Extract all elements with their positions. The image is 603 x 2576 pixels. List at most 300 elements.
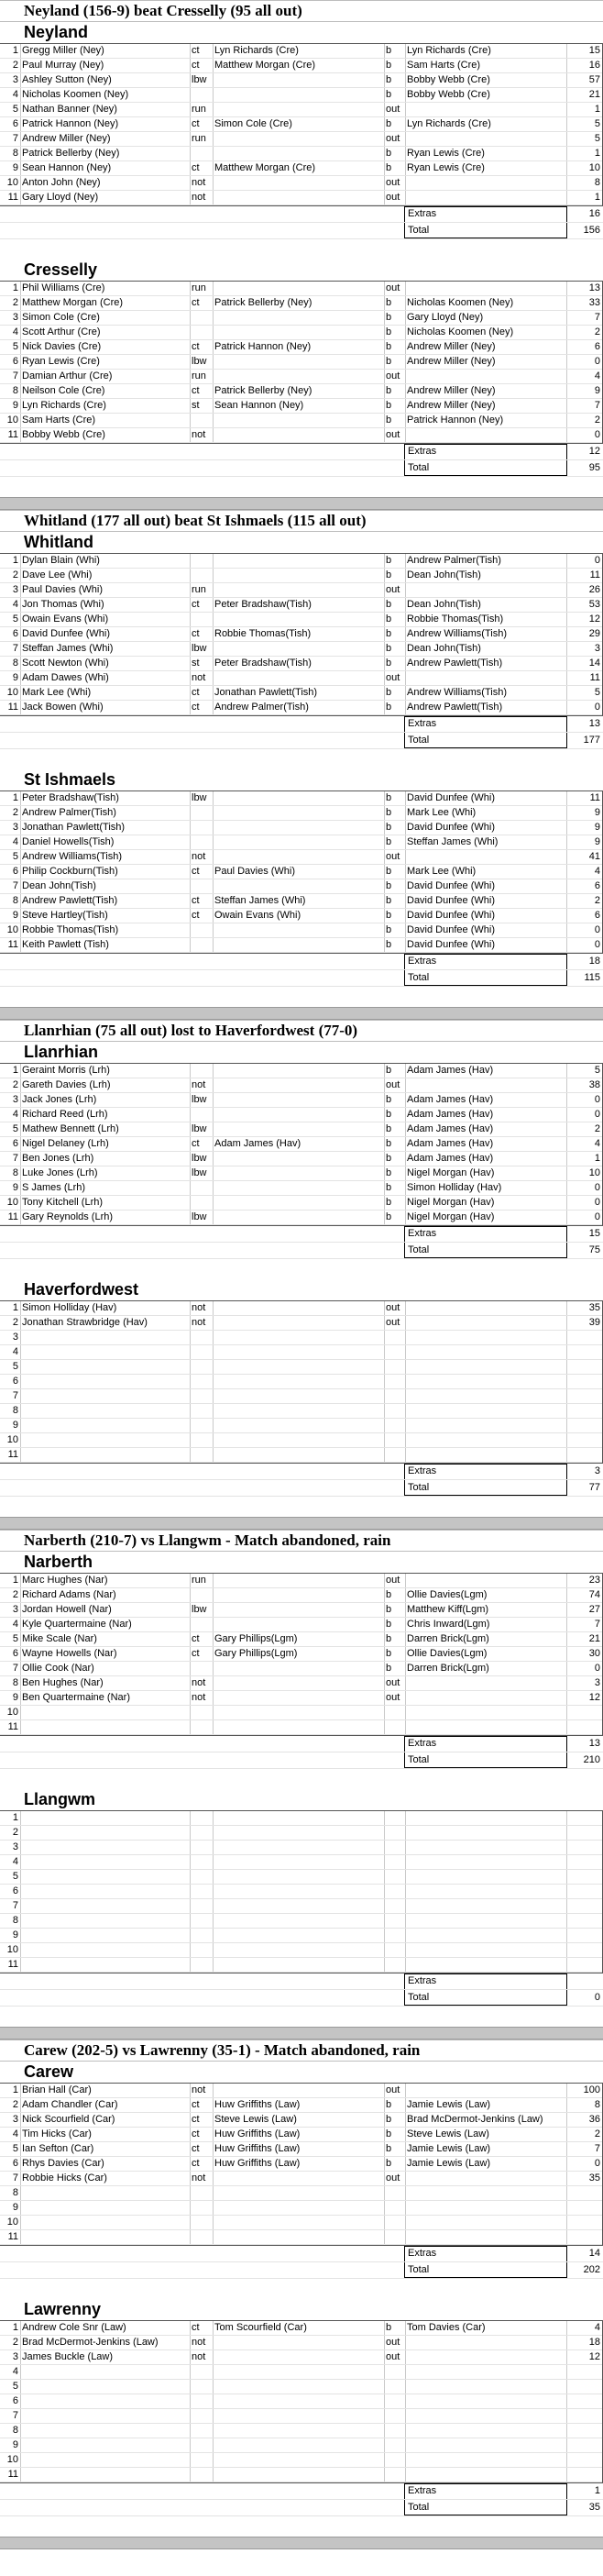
column-divider: [405, 2336, 406, 2349]
column-divider: [405, 938, 406, 952]
column-divider: [190, 1196, 191, 1210]
bowler-name: Bobby Webb (Cre): [407, 74, 490, 85]
batting-row: [0, 1706, 602, 1720]
bowler-name: Dean John(Tish): [407, 599, 481, 610]
column-divider: [20, 1419, 21, 1432]
column-divider: [190, 879, 191, 893]
column-divider: [190, 59, 191, 72]
batter-number: 11: [7, 429, 18, 440]
match-title: Neyland (156-9) beat Cresselly (95 all out): [0, 0, 603, 22]
extras-row: [0, 2483, 603, 2500]
dismissal-type: [192, 1885, 214, 1898]
column-divider: [190, 909, 191, 923]
bowled-marker: out: [386, 370, 400, 381]
batter-number: 9: [12, 910, 18, 921]
fielder-name: [214, 2365, 384, 2379]
column-divider: [384, 2172, 385, 2185]
batter-name: [22, 2438, 187, 2452]
batting-row: [0, 1811, 602, 1826]
fielder-name: [214, 1404, 384, 1418]
bowler-name: Lyn Richards (Cre): [407, 118, 491, 129]
batter-name: Ryan Lewis (Cre): [22, 356, 100, 367]
column-divider: [190, 569, 191, 582]
column-divider: [20, 1914, 21, 1928]
team-name: Haverfordwest: [24, 1280, 139, 1299]
fielder-name: Peter Bradshaw(Tish): [214, 599, 312, 610]
column-divider: [190, 2113, 191, 2127]
bowled-marker: [386, 1929, 404, 1942]
fielder-name: Patrick Bellerby (Ney): [214, 385, 312, 396]
batting-row: [0, 1899, 602, 1914]
section-gap: [0, 987, 603, 1007]
column-divider: [190, 1706, 191, 1719]
runs-scored: 5: [594, 687, 600, 698]
column-divider: [405, 2365, 406, 2379]
bowler-name: [407, 2453, 567, 2467]
column-divider: [405, 59, 406, 72]
fielder-name: [214, 850, 384, 864]
column-divider: [384, 1885, 385, 1898]
batter-number: 5: [12, 1123, 18, 1134]
batter-name: Nick Scourfield (Car): [22, 2114, 115, 2125]
batter-number: 11: [7, 939, 18, 950]
column-divider: [405, 1166, 406, 1180]
bowled-marker: b: [386, 415, 392, 426]
fielder-name: [214, 2216, 384, 2229]
fielder-name: [214, 1929, 384, 1942]
column-divider: [190, 103, 191, 116]
dismissal-type: [192, 938, 214, 952]
batting-row: [0, 414, 602, 428]
bowler-name: David Dunfee (Whi): [407, 822, 495, 833]
extras-label: Extras: [408, 1465, 437, 1476]
column-divider: [384, 311, 385, 325]
column-divider: [405, 583, 406, 597]
dismissal-type: [192, 569, 214, 582]
column-divider: [190, 598, 191, 612]
column-divider: [405, 791, 406, 805]
runs-scored: 2: [594, 895, 600, 906]
runs-scored: [568, 1958, 600, 1972]
column-divider: [405, 1914, 406, 1928]
dismissal-type: ct: [192, 895, 200, 906]
column-divider: [405, 282, 406, 295]
column-divider: [190, 1345, 191, 1359]
total-value: 177: [583, 735, 600, 746]
column-divider: [190, 1855, 191, 1869]
bowled-marker: out: [386, 282, 400, 293]
column-divider: [20, 1301, 21, 1315]
batter-number: 6: [12, 1885, 18, 1896]
batter-number: 8: [12, 1915, 18, 1926]
bowler-name: [407, 2424, 567, 2438]
fielder-name: Adam James (Hav): [214, 1138, 302, 1149]
column-divider: [405, 2424, 406, 2438]
column-divider: [384, 191, 385, 205]
batter-number: 4: [12, 2128, 18, 2139]
bowled-marker: b: [386, 807, 392, 818]
dismissal-type: not: [192, 672, 206, 683]
column-divider: [20, 1618, 21, 1631]
column-divider: [20, 1166, 21, 1180]
bowled-marker: b: [386, 1123, 392, 1134]
column-divider: [20, 1899, 21, 1913]
fielder-name: [214, 1166, 384, 1180]
dismissal-type: ct: [192, 2099, 200, 2110]
bowled-marker: [386, 1958, 404, 1972]
column-divider: [384, 2128, 385, 2141]
batter-number: 8: [12, 658, 18, 669]
fielder-name: [214, 1841, 384, 1854]
fielder-name: [214, 938, 384, 952]
column-divider: [405, 2098, 406, 2112]
bowler-name: Jamie Lewis (Law): [407, 2099, 491, 2110]
dismissal-type: [192, 1404, 214, 1418]
fielder-name: [214, 414, 384, 427]
column-divider: [405, 1841, 406, 1854]
batter-number: 11: [7, 192, 18, 203]
batter-name: Mathew Bennett (Lrh): [22, 1123, 119, 1134]
column-divider: [20, 835, 21, 849]
extras-row: [0, 2246, 603, 2262]
batting-row: [0, 1389, 602, 1404]
column-divider: [384, 2365, 385, 2379]
runs-scored: 7: [594, 1619, 600, 1630]
batter-name: Scott Newton (Whi): [22, 658, 109, 669]
runs-scored: 2: [594, 415, 600, 426]
batter-number: 4: [12, 1856, 18, 1867]
runs-scored: [568, 2468, 600, 2482]
batting-row: [0, 2113, 602, 2128]
bowler-name: [407, 2230, 567, 2244]
batter-number: 7: [12, 133, 18, 144]
column-divider: [384, 2084, 385, 2097]
total-value: 35: [588, 2502, 600, 2513]
column-divider: [190, 2365, 191, 2379]
batting-row: [0, 1331, 602, 1345]
team-name: Whitland: [24, 533, 93, 551]
column-divider: [20, 1152, 21, 1166]
column-divider: [20, 132, 21, 146]
column-divider: [384, 1603, 385, 1617]
runs-scored: [568, 2186, 600, 2200]
batter-name: Richard Adams (Nar): [22, 1589, 116, 1600]
column-divider: [384, 657, 385, 670]
batting-row: [0, 1662, 602, 1676]
runs-scored: 11: [589, 569, 600, 580]
column-divider: [20, 2186, 21, 2200]
bowler-name: [407, 1345, 567, 1359]
bowled-marker: [386, 1331, 404, 1344]
batter-number: 1: [12, 1575, 18, 1586]
bowled-marker: [386, 1375, 404, 1388]
column-divider: [20, 791, 21, 805]
batter-number: 5: [12, 614, 18, 625]
column-divider: [20, 1574, 21, 1587]
bowler-name: Andrew Pawlett(Tish): [407, 702, 503, 713]
runs-scored: [568, 2409, 600, 2423]
column-divider: [190, 2468, 191, 2482]
column-divider: [190, 1914, 191, 1928]
column-divider: [190, 1647, 191, 1661]
column-divider: [405, 326, 406, 339]
dismissal-type: ct: [192, 45, 200, 56]
column-divider: [384, 340, 385, 354]
column-divider: [20, 355, 21, 369]
column-divider: [384, 117, 385, 131]
runs-scored: 9: [594, 385, 600, 396]
bowled-marker: b: [386, 312, 392, 323]
bowler-name: Matthew Kiff(Lgm): [407, 1604, 489, 1615]
bowled-marker: b: [386, 2158, 392, 2169]
runs-scored: 10: [588, 1167, 600, 1178]
column-divider: [20, 2216, 21, 2229]
batter-name: Wayne Howells (Nar): [22, 1648, 117, 1659]
bowled-marker: b: [386, 2099, 392, 2110]
column-divider: [405, 2468, 406, 2482]
runs-scored: 7: [594, 400, 600, 411]
column-divider: [384, 1360, 385, 1374]
bowler-name: [407, 103, 567, 116]
batter-name: S James (Lrh): [22, 1182, 86, 1193]
column-divider: [190, 1676, 191, 1690]
runs-scored: 10: [588, 162, 600, 173]
dismissal-type: ct: [192, 60, 200, 71]
column-divider: [20, 2128, 21, 2141]
batter-number: 11: [7, 1211, 18, 1222]
batting-row: [0, 1885, 602, 1899]
fielder-name: Steve Lewis (Law): [214, 2114, 297, 2125]
column-divider: [384, 613, 385, 626]
bowler-name: Nigel Morgan (Hav): [407, 1211, 495, 1222]
batting-row: [0, 1419, 602, 1433]
runs-scored: [568, 1448, 600, 1462]
batter-name: Philip Cockburn(Tish): [22, 866, 118, 877]
extras-value: 13: [588, 718, 600, 729]
column-divider: [384, 370, 385, 383]
runs-scored: 35: [588, 2172, 600, 2184]
extras-value: 12: [588, 446, 600, 457]
batting-row: [0, 1122, 602, 1137]
batter-name: [22, 1448, 187, 1462]
runs-scored: 0: [594, 702, 600, 713]
dismissal-type: [192, 1064, 214, 1078]
column-divider: [20, 2098, 21, 2112]
column-divider: [20, 850, 21, 864]
dismissal-type: [192, 2453, 214, 2467]
fielder-name: Huw Griffiths (Law): [214, 2128, 301, 2139]
column-divider: [405, 1211, 406, 1224]
column-divider: [384, 73, 385, 87]
column-divider: [20, 340, 21, 354]
column-divider: [190, 2142, 191, 2156]
batter-name: Sean Hannon (Ney): [22, 162, 112, 173]
column-divider: [190, 671, 191, 685]
column-divider: [20, 554, 21, 568]
team-name: Lawrenny: [24, 2300, 102, 2318]
runs-scored: 13: [588, 282, 600, 293]
column-divider: [405, 311, 406, 325]
batting-table: [0, 1810, 603, 1973]
column-divider: [190, 1574, 191, 1587]
runs-scored: 0: [594, 939, 600, 950]
column-divider: [384, 1958, 385, 1972]
column-divider: [20, 1122, 21, 1136]
bowled-marker: [386, 1345, 404, 1359]
extras-value: 15: [588, 1228, 600, 1239]
section-gap: [0, 2516, 603, 2537]
batting-row: [0, 88, 602, 103]
total-row: [0, 1243, 603, 1259]
column-divider: [405, 613, 406, 626]
column-divider: [405, 657, 406, 670]
dismissal-type: not: [192, 2084, 206, 2095]
column-divider: [384, 865, 385, 879]
column-divider: [405, 1885, 406, 1898]
batter-name: Jon Thomas (Whi): [22, 599, 104, 610]
bowler-name: Adam James (Hav): [407, 1109, 494, 1120]
column-divider: [20, 370, 21, 383]
fielder-name: [214, 2394, 384, 2408]
bowler-name: [407, 2336, 567, 2349]
batter-name: James Buckle (Law): [22, 2351, 114, 2362]
column-divider: [190, 1448, 191, 1462]
batter-name: Neilson Cole (Cre): [22, 385, 105, 396]
batter-number: 7: [12, 880, 18, 891]
runs-scored: 8: [594, 177, 600, 188]
batter-name: [22, 1720, 187, 1734]
batter-number: 11: [7, 2231, 18, 2242]
dismissal-type: ct: [192, 341, 200, 352]
total-row: [0, 2500, 603, 2516]
column-divider: [384, 1301, 385, 1315]
column-divider: [405, 1706, 406, 1719]
bowled-marker: [386, 2438, 404, 2452]
bowler-name: Dean John(Tish): [407, 643, 481, 654]
runs-scored: 23: [588, 1575, 600, 1586]
column-divider: [190, 1885, 191, 1898]
fielder-name: [214, 1618, 384, 1631]
batter-number: 2: [12, 1317, 18, 1328]
runs-scored: 30: [588, 1648, 600, 1659]
column-divider: [384, 355, 385, 369]
column-divider: [384, 44, 385, 58]
column-divider: [190, 850, 191, 864]
column-divider: [384, 1211, 385, 1224]
batter-name: Ian Sefton (Car): [22, 2143, 94, 2154]
batter-name: [22, 2409, 187, 2423]
bowled-marker: out: [386, 2351, 400, 2362]
dismissal-type: [192, 1360, 214, 1374]
column-divider: [384, 1662, 385, 1675]
batter-name: Paul Davies (Whi): [22, 584, 104, 595]
dismissal-type: not: [192, 2337, 206, 2348]
runs-scored: [568, 1914, 600, 1928]
column-divider: [20, 2084, 21, 2097]
dismissal-type: [192, 88, 214, 102]
batter-name: Bobby Webb (Cre): [22, 429, 105, 440]
column-divider: [190, 1433, 191, 1447]
batter-name: [22, 2365, 187, 2379]
dismissal-type: not: [192, 851, 206, 862]
bowled-marker: b: [386, 2128, 392, 2139]
column-divider: [384, 835, 385, 849]
batter-number: 9: [12, 2439, 18, 2450]
bowled-marker: b: [386, 1167, 392, 1178]
bowler-name: [407, 1899, 567, 1913]
runs-scored: 6: [594, 341, 600, 352]
column-divider: [20, 2453, 21, 2467]
column-divider: [190, 894, 191, 908]
column-divider: [20, 1196, 21, 1210]
total-label: Total: [408, 2502, 430, 2513]
fielder-name: [214, 428, 384, 442]
dismissal-type: ct: [192, 118, 200, 129]
batter-number: 10: [6, 1944, 18, 1955]
column-divider: [405, 1618, 406, 1631]
column-divider: [190, 147, 191, 160]
column-divider: [384, 176, 385, 190]
fielder-name: [214, 147, 384, 160]
bowled-marker: b: [386, 89, 392, 100]
batting-row: [0, 2172, 602, 2186]
batting-row: [0, 894, 602, 909]
fielder-name: [214, 791, 384, 805]
total-row: [0, 1990, 603, 2007]
column-divider: [405, 1958, 406, 1972]
column-divider: [405, 1301, 406, 1315]
bowler-name: Nigel Morgan (Hav): [407, 1167, 495, 1178]
column-divider: [405, 1419, 406, 1432]
bowler-name: [407, 1078, 567, 1092]
dismissal-type: [192, 1929, 214, 1942]
column-divider: [20, 1662, 21, 1675]
bowler-name: David Dunfee (Whi): [407, 910, 495, 921]
bowled-marker: b: [386, 895, 392, 906]
bowler-name: Dean John(Tish): [407, 569, 481, 580]
bowler-name: [407, 1375, 567, 1388]
fielder-name: Huw Griffiths (Law): [214, 2099, 301, 2110]
column-divider: [20, 59, 21, 72]
batter-name: Andrew Palmer(Tish): [22, 807, 116, 818]
column-divider: [384, 414, 385, 427]
batter-name: Lyn Richards (Cre): [22, 400, 106, 411]
column-divider: [20, 399, 21, 413]
bowled-marker: out: [386, 1302, 400, 1313]
fielder-name: Lyn Richards (Cre): [214, 45, 299, 56]
batter-name: Dylan Blain (Whi): [22, 555, 100, 566]
batter-number: 3: [12, 1332, 18, 1343]
fielder-name: [214, 2468, 384, 2482]
column-divider: [384, 1448, 385, 1462]
batting-table: [0, 2320, 603, 2483]
batter-name: Nathan Banner (Ney): [22, 104, 117, 115]
batting-row: [0, 923, 602, 938]
column-divider: [190, 2084, 191, 2097]
column-divider: [405, 384, 406, 398]
runs-scored: 21: [588, 1633, 600, 1644]
batter-number: 5: [12, 851, 18, 862]
dismissal-type: run: [192, 282, 206, 293]
runs-scored: [568, 1375, 600, 1388]
batter-name: Nicholas Koomen (Ney): [22, 89, 129, 100]
bowled-marker: b: [386, 1065, 392, 1076]
column-divider: [190, 2321, 191, 2335]
extras-row: [0, 716, 603, 733]
column-divider: [20, 2172, 21, 2185]
bowler-name: [407, 1958, 567, 1972]
batting-row: [0, 671, 602, 686]
